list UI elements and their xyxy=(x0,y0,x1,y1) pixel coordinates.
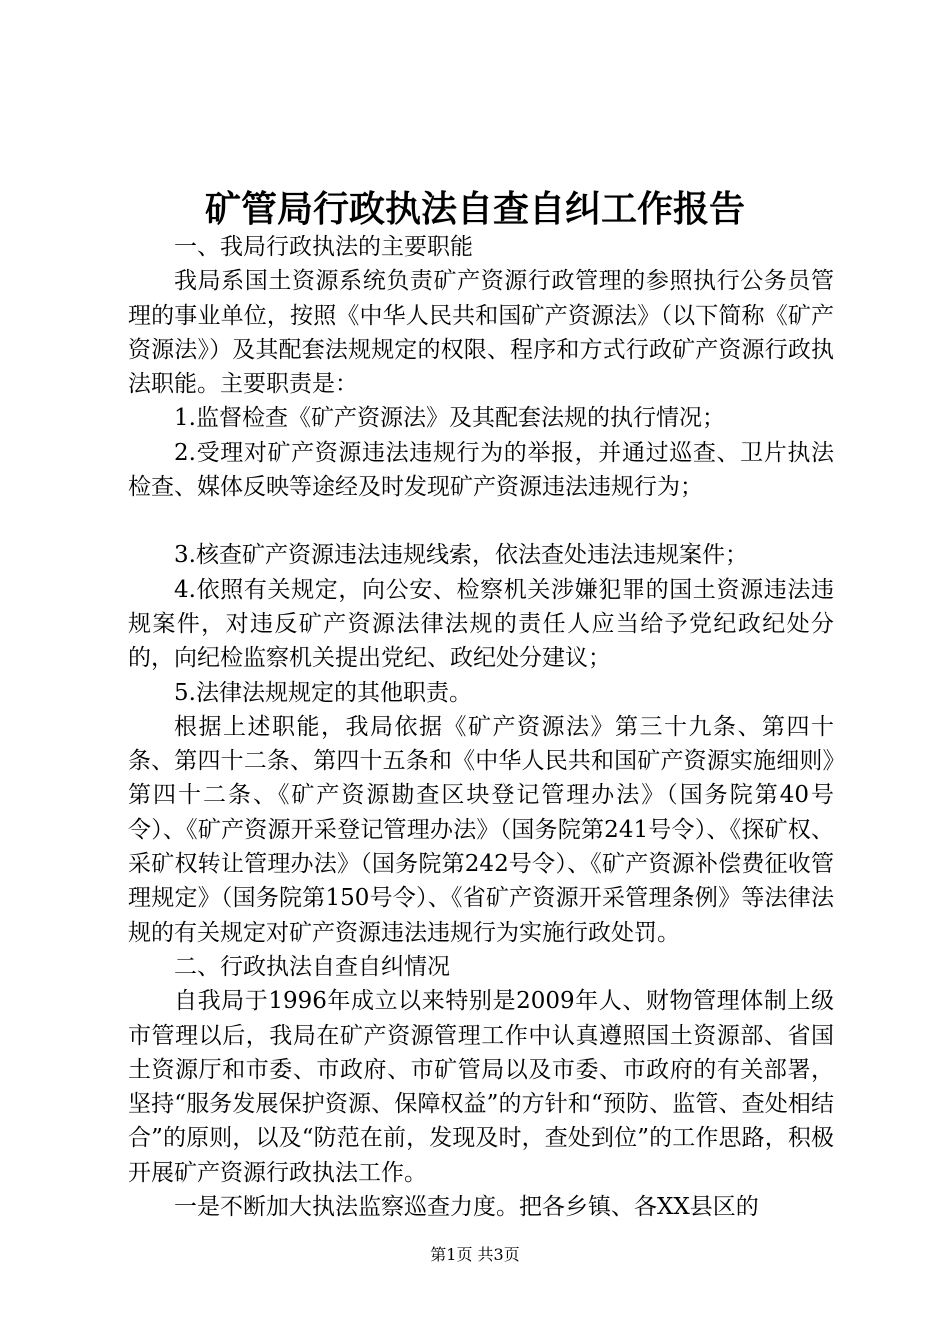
page-footer: 第1页 共3页 xyxy=(430,1245,520,1264)
duty-item-5: 5.法律法规规定的其他职责。 xyxy=(174,679,472,706)
blank-line xyxy=(128,504,834,538)
paragraph-legal-basis: 根据上述职能，我局依据《矿产资源法》第三十九条、第四十条、第四十二条、第四十五条和《中华人民共和国矿产资源实施细则》第四十二条、《矿产资源勘查区块登记管理办法》（国务院第40号令）、《矿产资源开采登记管理办法》（国务院第241号令）、《探矿权、采矿权转让管理办法》（国务院第242号令）、《矿产资源补偿费征收管理规定》（国务院第150号令）、《省矿产资源开采管理条例》等法律法规的有关规定对矿产资源违法违规行为实施行政处罚。 xyxy=(128,713,834,946)
duty-item-2: 2.受理对矿产资源违法违规行为的举报，并通过巡查、卫片执法检查、媒体反映等途经及时发现矿产资源违法违规行为； xyxy=(128,439,834,501)
section-heading-2: 二、行政执法自查自纠情况 xyxy=(174,953,450,980)
document-body xyxy=(128,230,834,1224)
document-title: 矿管局行政执法自查自纠工作报告 xyxy=(204,188,745,230)
duty-item-4: 4.依照有关规定，向公安、检察机关涉嫌犯罪的国土资源违法违规案件，对违反矿产资源法律法规的责任人应当给予党纪政纪处分的，向纪检监察机关提出党纪、政纪处分建议； xyxy=(128,576,834,672)
paragraph-intro: 我局系国土资源系统负责矿产资源行政管理的参照执行公务员管理的事业单位，按照《中华人民共和国矿产资源法》（以下简称《矿产资源法》）及其配套法规规定的权限、程序和方式行政矿产资源行政执法职能。主要职责是： xyxy=(128,268,834,398)
duty-item-3: 3.核查矿产资源违法违规线索，依法查处违法违规案件； xyxy=(174,542,748,569)
paragraph-point-1: 一是不断加大执法监察巡查力度。把各乡镇、各XX县区的 xyxy=(174,1194,759,1221)
paragraph-self-check: 自我局于1996年成立以来特别是2009年人、财物管理体制上级市管理以后，我局在矿产资源管理工作中认真遵照国土资源部、省国土资源厅和市委、市政府、市矿管局以及市委、市政府的有关部署，坚持“服务发展保护资源、保障权益”的方针和“预防、监管、查处相结合”的原则，以及“防范在前，发现及时，查处到位”的工作思路，积极开展矿产资源行政执法工作。 xyxy=(128,988,834,1186)
duty-item-1: 1.监督检查《矿产资源法》及其配套法规的执行情况； xyxy=(174,405,725,432)
section-heading-1: 一、我局行政执法的主要职能 xyxy=(174,234,473,260)
